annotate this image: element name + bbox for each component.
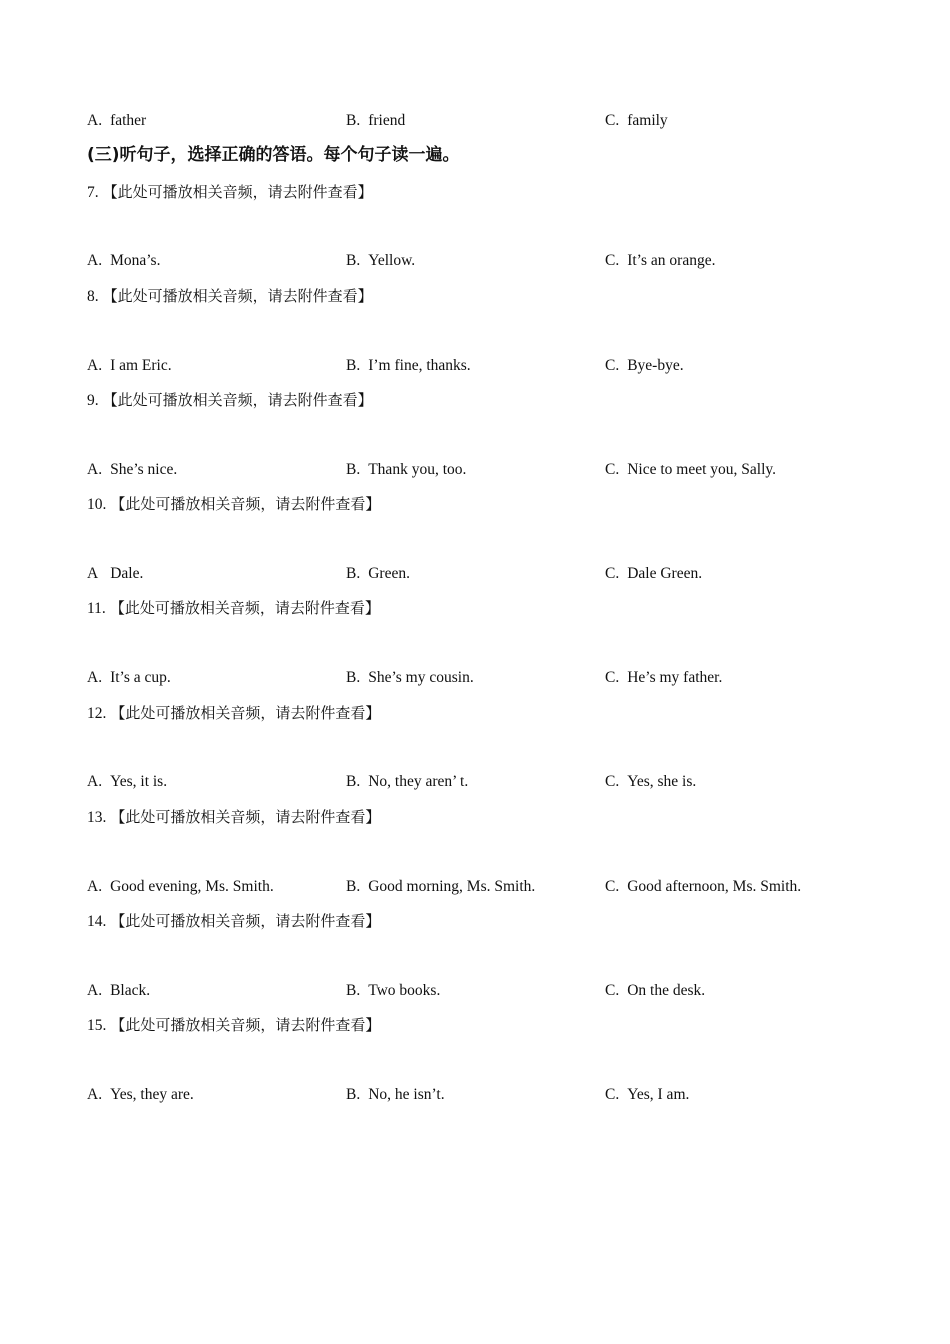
option-a [87,1085,194,1105]
audio-placeholder: 【此处可播放相关音频，请去附件查看】 [102,287,373,305]
option-text: On the desk. [627,982,706,999]
options-row-q15 [0,1085,950,1105]
audio-placeholder: 【此处可播放相关音频，请去附件查看】 [110,808,381,826]
question-number: 12. [87,705,107,722]
options-row-q6 [0,111,950,131]
option-letter: A. [87,461,103,478]
audio-placeholder: 【此处可播放相关音频，请去附件查看】 [102,183,373,201]
options-row-q14 [0,981,950,1001]
option-text: Mona’s. [110,252,161,269]
option-b [346,981,440,1001]
option-text: father [110,112,147,129]
option-text: Yellow. [368,252,416,269]
option-text: Dale. [110,565,144,582]
option-letter: C. [605,1086,620,1103]
option-b [346,1085,445,1105]
option-letter: A. [87,357,103,374]
option-text: Nice to meet you, Sally. [627,461,777,478]
option-text: Yes, I am. [627,1086,690,1103]
option-a [87,877,274,897]
option-letter: A. [87,773,103,790]
option-letter: B. [346,252,361,269]
option-letter: A. [87,112,103,129]
option-c [605,981,705,1001]
option-letter: B. [346,461,361,478]
option-a [87,668,171,688]
option-text: Thank you, too. [368,461,467,478]
option-c [605,251,715,271]
options-row-q12 [0,772,950,792]
option-text: Good afternoon, Ms. Smith. [627,878,802,895]
option-letter: A. [87,1086,103,1103]
option-text: Black. [110,982,151,999]
question-number: 11. [87,600,106,617]
option-letter: A [87,565,99,582]
question-number: 10. [87,496,107,513]
option-letter: C. [605,252,620,269]
option-text: Good morning, Ms. Smith. [368,878,536,895]
question-number: 14. [87,913,107,930]
option-text: It’s a cup. [110,669,171,686]
option-text: No, he isn’t. [368,1086,445,1103]
option-letter: C. [605,669,620,686]
question-7 [87,182,373,203]
option-b [346,564,410,584]
audio-placeholder: 【此处可播放相关音频，请去附件查看】 [102,391,373,409]
option-a [87,564,143,584]
option-text: I am Eric. [110,357,172,374]
audio-placeholder: 【此处可播放相关音频，请去附件查看】 [110,912,381,930]
options-row-q10 [0,564,950,584]
option-letter: B. [346,1086,361,1103]
options-row-q7 [0,251,950,271]
question-number: 9. [87,392,99,409]
question-13 [87,807,380,828]
options-row-q9 [0,460,950,480]
option-letter: C. [605,357,620,374]
option-text: It’s an orange. [627,252,716,269]
option-letter: B. [346,112,361,129]
option-letter: C. [605,982,620,999]
option-a [87,111,146,131]
option-b [346,251,415,271]
option-b [346,772,468,792]
option-c [605,772,696,792]
option-a [87,356,172,376]
option-text: He’s my father. [627,669,723,686]
option-text: I’m fine, thanks. [368,357,471,374]
audio-placeholder: 【此处可播放相关音频，请去附件查看】 [109,599,380,617]
option-b [346,460,466,480]
question-11 [87,598,380,619]
option-letter: A. [87,878,103,895]
option-text: Green. [368,565,410,582]
option-letter: B. [346,878,361,895]
option-letter: A. [87,252,103,269]
option-c [605,877,801,897]
option-letter: B. [346,773,361,790]
option-text: She’s nice. [110,461,178,478]
option-letter: A. [87,669,103,686]
option-text: Two books. [368,982,441,999]
section-title: (三)听句子，选择正确的答语。每个句子读一遍。 [87,145,460,165]
option-letter: C. [605,461,620,478]
option-letter: C. [605,565,620,582]
question-number: 7. [87,184,99,201]
option-a [87,460,177,480]
question-number: 13. [87,809,107,826]
option-letter: C. [605,773,620,790]
audio-placeholder: 【此处可播放相关音频，请去附件查看】 [110,495,381,513]
question-15 [87,1015,380,1036]
option-text: Yes, they are. [110,1086,194,1103]
option-b [346,668,474,688]
question-8 [87,286,373,307]
option-text: Yes, she is. [627,773,697,790]
option-text: friend [368,112,406,129]
option-c [605,564,702,584]
options-row-q8 [0,356,950,376]
question-12 [87,703,380,724]
option-letter: C. [605,878,620,895]
option-letter: B. [346,669,361,686]
question-14 [87,911,380,932]
audio-placeholder: 【此处可播放相关音频，请去附件查看】 [110,1016,381,1034]
option-letter: A. [87,982,103,999]
question-number: 15. [87,1017,107,1034]
question-number: 8. [87,288,99,305]
option-a [87,981,150,1001]
option-b [346,356,471,376]
option-c [605,1085,689,1105]
option-c [605,668,722,688]
option-a [87,772,167,792]
option-text: Yes, it is. [110,773,168,790]
option-text: Bye-bye. [627,357,684,374]
option-letter: B. [346,565,361,582]
option-c [605,111,668,131]
option-b [346,877,535,897]
option-letter: C. [605,112,620,129]
question-10 [87,494,380,515]
options-row-q11 [0,668,950,688]
question-9 [87,390,373,411]
option-text: No, they aren’ t. [368,773,469,790]
option-text: family [627,112,668,129]
option-letter: B. [346,982,361,999]
option-text: Good evening, Ms. Smith. [110,878,274,895]
options-row-q13 [0,877,950,897]
audio-placeholder: 【此处可播放相关音频，请去附件查看】 [110,704,381,722]
option-text: Dale Green. [627,565,703,582]
option-c [605,356,684,376]
option-c [605,460,776,480]
option-text: She’s my cousin. [368,669,474,686]
option-letter: B. [346,357,361,374]
option-a [87,251,160,271]
option-b [346,111,405,131]
